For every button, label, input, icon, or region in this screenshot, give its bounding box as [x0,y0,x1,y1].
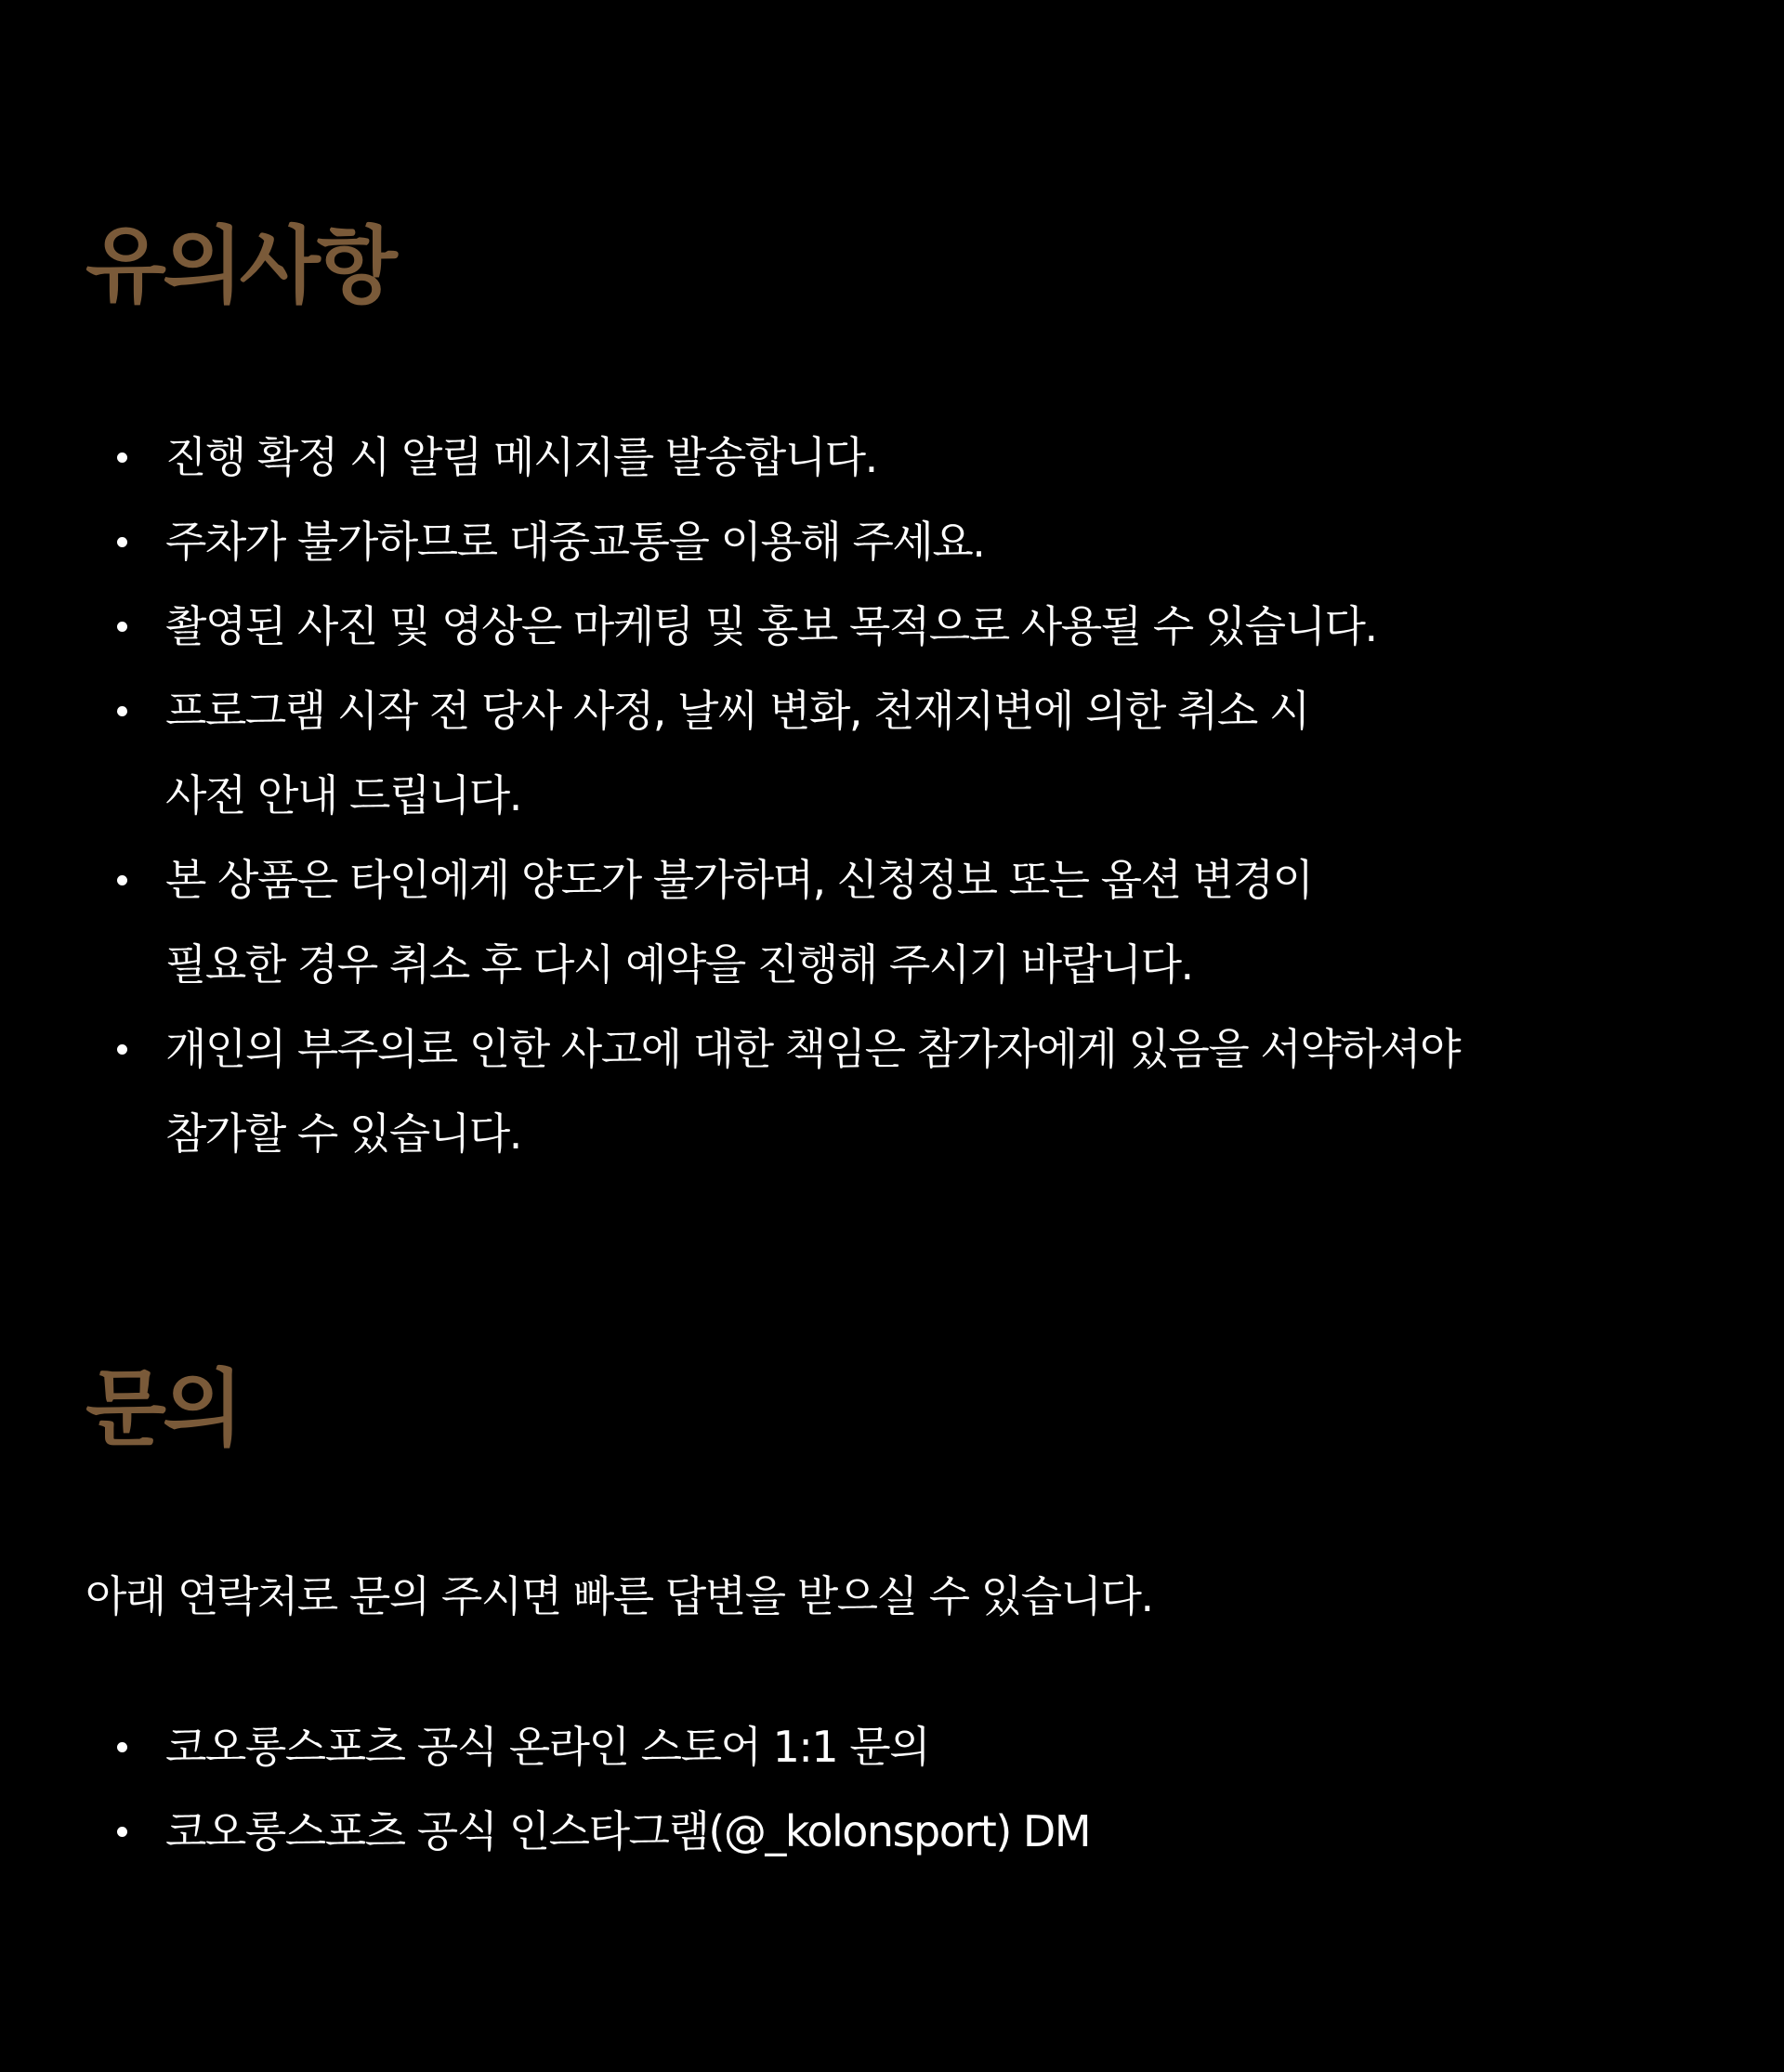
bullet-icon [117,1044,127,1055]
notice-item-text: 주차가 불가하므로 대중교통을 이용해 주세요. [165,517,985,567]
notice-item-text-continued: 사전 안내 드립니다. [165,770,521,820]
notice-item [85,1007,1665,1176]
bullet-icon [117,622,127,632]
contact-item-text: 코오롱스포츠 공식 온라인 스토어 1:1 문의 [165,1722,930,1772]
bullet-icon [117,1742,127,1752]
notice-item-text: 본 상품은 타인에게 양도가 불가하며, 신청정보 또는 옵션 변경이 [165,855,1313,905]
contact-item [85,1705,1665,1790]
notice-item-text: 개인의 부주의로 인한 사고에 대한 책임은 참가자에게 있음을 서약하셔야 [165,1024,1461,1074]
contact-section-title: 문의 [85,1360,240,1458]
notice-item-text: 촬영된 사진 및 영상은 마케팅 및 홍보 목적으로 사용될 수 있습니다. [165,601,1377,651]
bullet-icon [117,537,127,547]
notice-item [85,584,1665,669]
notice-item-text-continued: 참가할 수 있습니다. [165,1108,521,1159]
notice-item [85,838,1665,1007]
notice-section-title: 유의사항 [85,217,394,315]
notice-item [85,669,1665,838]
notice-item-text: 진행 확정 시 알림 메시지를 발송합니다. [165,432,877,482]
notice-item-text-continued: 필요한 경우 취소 후 다시 예약을 진행해 주시기 바랍니다. [165,939,1193,990]
contact-list [85,1705,1665,1874]
notice-item [85,415,1665,500]
contact-item [85,1790,1665,1874]
contact-item-text: 코오롱스포츠 공식 인스타그램(@_kolonsport) DM [165,1806,1091,1856]
notice-item [85,500,1665,584]
notice-item-text: 프로그램 시작 전 당사 사정, 날씨 변화, 천재지변에 의한 취소 시 [165,686,1309,736]
bullet-icon [117,875,127,885]
contact-intro-text: 아래 연락처로 문의 주시면 빠른 답변을 받으실 수 있습니다. [85,1571,1153,1621]
notice-list [85,415,1665,1176]
bullet-icon [117,452,127,463]
bullet-icon [117,1827,127,1837]
bullet-icon [117,706,127,716]
